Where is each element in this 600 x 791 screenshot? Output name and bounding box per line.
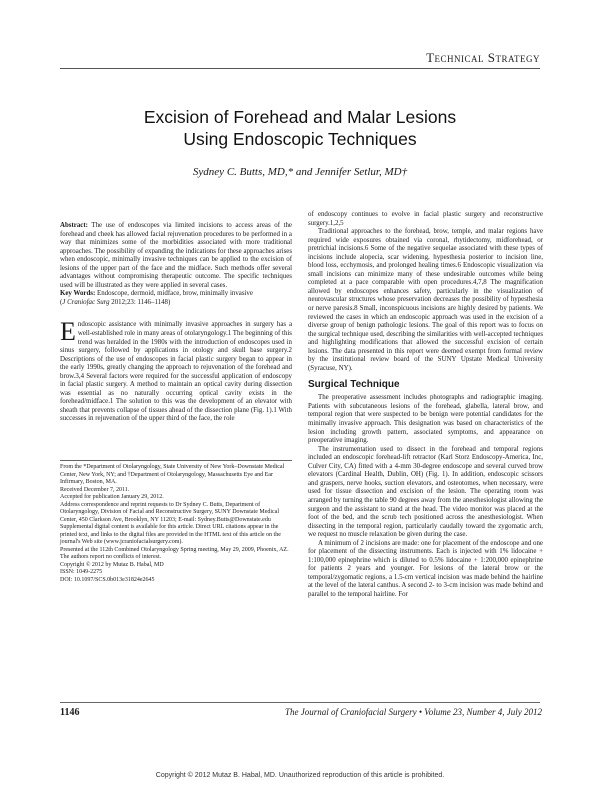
keywords-label: Key Words:: [60, 290, 96, 298]
citation-details: 2012;23: 1146–1148: [111, 298, 168, 306]
title-line-2: Using Endoscopic Techniques: [183, 129, 417, 149]
body-paragraph: A minimum of 2 incisions are made: one for placement of the endoscope and one for placement of the dissecting instruments. Each is injected with 1% lidocaine + 1:100,000 epinephrine which is diluted to 0.5% lidocaine + 1:200,000 epinephrine for patients 2 years and younger. For lesions of the lateral brow or the temporal/zygomatic regions, a 1.5-cm vertical incision was made behind the hairline at the level of the lateral canthus. A second 2- to 3-cm incision was made behind and parallel to the temporal hairline. For: [308, 539, 543, 598]
citation: (J Craniofac Surg 2012;23: 1146–1148): [60, 298, 171, 306]
header-rule: [60, 68, 540, 69]
keywords: [60, 290, 292, 299]
footnote: ISSN: 1049-2275: [60, 569, 103, 575]
page-number: 1146: [60, 707, 80, 718]
keywords-text: Endoscope, dermoid, midface, brow, minimally invasive: [97, 290, 253, 298]
footnote: Accepted for publication January 29, 2012.: [60, 494, 164, 500]
left-column: [60, 222, 292, 424]
footnote: Copyright © 2012 by Mutaz B. Habal, MD: [60, 561, 164, 568]
abstract-label: Abstract:: [60, 222, 88, 229]
footnote: Address correspondence and reprint requests to Dr Sydney C. Butts, Department of Otolaryngology, Division of Facial and Reconstructive Surgery, SUNY Downstate Medical Center, 450 Clarkson Ave, Brooklyn, NY 11203; E-mail: Sydney.Butts@Downstate.edu: [60, 501, 280, 523]
citation-journal: J Craniofac Surg: [62, 298, 110, 306]
intro-text: ndoscopic assistance with minimally invasive approaches in surgery has a well-established role in many areas of otolaryngology.1 The beginning of this trend was heralded in the 1980s with the introduction of endoscopes used in sinus surgery, followed by applications in otology and skull base surgery.2 Descriptions of the use of endoscopes in facial plastic surgery began to appear in the early 1990s, greatly changing the approach to rejuvenation of the forehead and brow.3,4 Several factors were required for the successful application of endoscopy in facial plastic surgery. A method to maintain an optical cavity during dissection was essential as no naturally occurring optical cavity exists in the forehead/midface.1 The solution to this was the development of an elevator with sheath that prevents collapse of tissues ahead of the dissection plane (Fig. 1).1 With successes in rejuvenation of the upper third of the face, the role: [60, 321, 292, 423]
footnotes: [60, 464, 292, 584]
section-label: Technical Strategy: [426, 50, 540, 65]
footnote: Presented at the 112th Combined Otolaryngology Spring meeting, May 29, 2009, Phoenix, AZ.: [60, 546, 289, 553]
body-paragraph: of endoscopy continues to evolve in facial plastic surgery and reconstructive surgery.1,2,5: [308, 211, 543, 227]
journal-info: The Journal of Craniofacial Surgery • Volume 23, Number 4, July 2012: [284, 707, 542, 717]
footnote-rule: [60, 460, 292, 461]
copyright-banner: Copyright © 2012 Mutaz B. Habal, MD. Unauthorized reproduction of this article is prohibited.: [155, 772, 445, 779]
section-heading: Surgical Technique: [308, 379, 400, 391]
abstract: [60, 222, 292, 290]
drop-cap: E: [60, 317, 76, 347]
body-paragraph: Traditional approaches to the forehead, brow, temple, and malar regions have required wide exposures obtained via coronal, rhytidectomy, midforehead, or pretrichial incisions.6 Some of the negative sequelae associated with these types of incisions include alopecia, scar widening, hypesthesia posterior to incision line, blood loss, ecchymosis, and prolonged healing times.6 Endoscopic visualization via small incisions can minimize many of these undesirable outcomes while being completed at a pace comparable with open procedures.4,7,8 The magnification allowed by endoscopes enhances safety, particularly in the visualization of neurovascular structures whose preservation decreases the possibility of hypesthesia or nerve paresis.8 Small, inconspicuous incisions are highly desired by patients. We reviewed the cases in which an endoscopic approach was used in the excision of a diverse group of benign pathologic lesions. The goal of this report was to focus on the surgical technique used, describing the similarities with well-accepted techniques and highlighting modifications that allowed the successful excision of certain lesions. The data presented in this report were deemed exempt from formal review by the institutional review board of the SUNY Upstate Medical University (Syracuse, NY).: [308, 228, 543, 372]
footnote: Received December 7, 2011.: [60, 486, 130, 493]
title-line-1: Excision of Forehead and Malar Lesions: [143, 107, 457, 127]
footer-rule: [60, 702, 540, 703]
footnote: Supplemental digital content is available for this article. Direct URL citations appear in the printed text, and links to the digital files are provided in the HTML text of this article on the journal's Web site (www.jcraniofacialsurgery.com).: [60, 524, 281, 545]
footnote: From the *Department of Otolaryngology, State University of New York–Downstate Medical Center, New York, NY; and †Department of Otolaryngology, Massachusetts Eye and Ear Infirmary, Boston, MA.: [60, 464, 285, 485]
footnote: DOI: 10.1097/SCS.0b013e31824e2645: [60, 576, 155, 583]
intro-paragraph: [60, 317, 292, 424]
authors: Sydney C. Butts, MD,* and Jennifer Setlur, MD†: [192, 166, 408, 178]
body-paragraph: The preoperative assessment includes photographs and radiographic imaging. Patients with subcutaneous lesions of the forehead, glabella, lateral brow, and temporal region that were suspected to be benign were potential candidates for the minimally invasive approach. This designation was based on characteristics of the lesion including growth pattern, associated symptoms, and appearance on preoperative imaging.: [308, 394, 543, 445]
article-title: [0, 106, 600, 150]
right-column: [308, 211, 543, 600]
footnote: The authors report no conflicts of interest.: [60, 554, 162, 560]
body-paragraph: The instrumentation used to dissect in the forehead and temporal regions included an endoscopic forehead-lift retractor (Karl Storz Endoscopy-America, Inc, Culver City, CA) fitted with a 4-mm 30-degree endoscope and several curved brow elevators (Cardinal Health, Dublin, OH) (Fig. 1). In addition, endoscopic scissors and graspers, nerve hooks, suction elevators, and osteotomes, when necessary, were used for tissue dissection and excision of the lesion. The operating room was arranged by turning the table 90 degrees away from the anesthesiologist allowing the surgeon and the assistant to stand at the head. The video monitor was placed at the foot of the bed, and the scrub tech positioned across the anesthesiologist. When dissecting in the temporal region, particularly caudally toward the zygomatic arch, we request no muscle relaxation be given during the case.: [308, 445, 543, 539]
abstract-text: The use of endoscopes via limited incisions to access areas of the forehead and cheek has allowed facial rejuvenation procedures to be performed in a way that minimizes some of the morbidities associated with more traditional approaches. The possibility of expanding the indications for these approaches arises when endoscopic, minimally invasive techniques can be applied to the excision of lesions of the upper part of the face and the midface. Such methods offer several advantages without compromising therapeutic outcome. The specific techniques used will be illustrated as they were applied in several cases.: [60, 222, 292, 289]
